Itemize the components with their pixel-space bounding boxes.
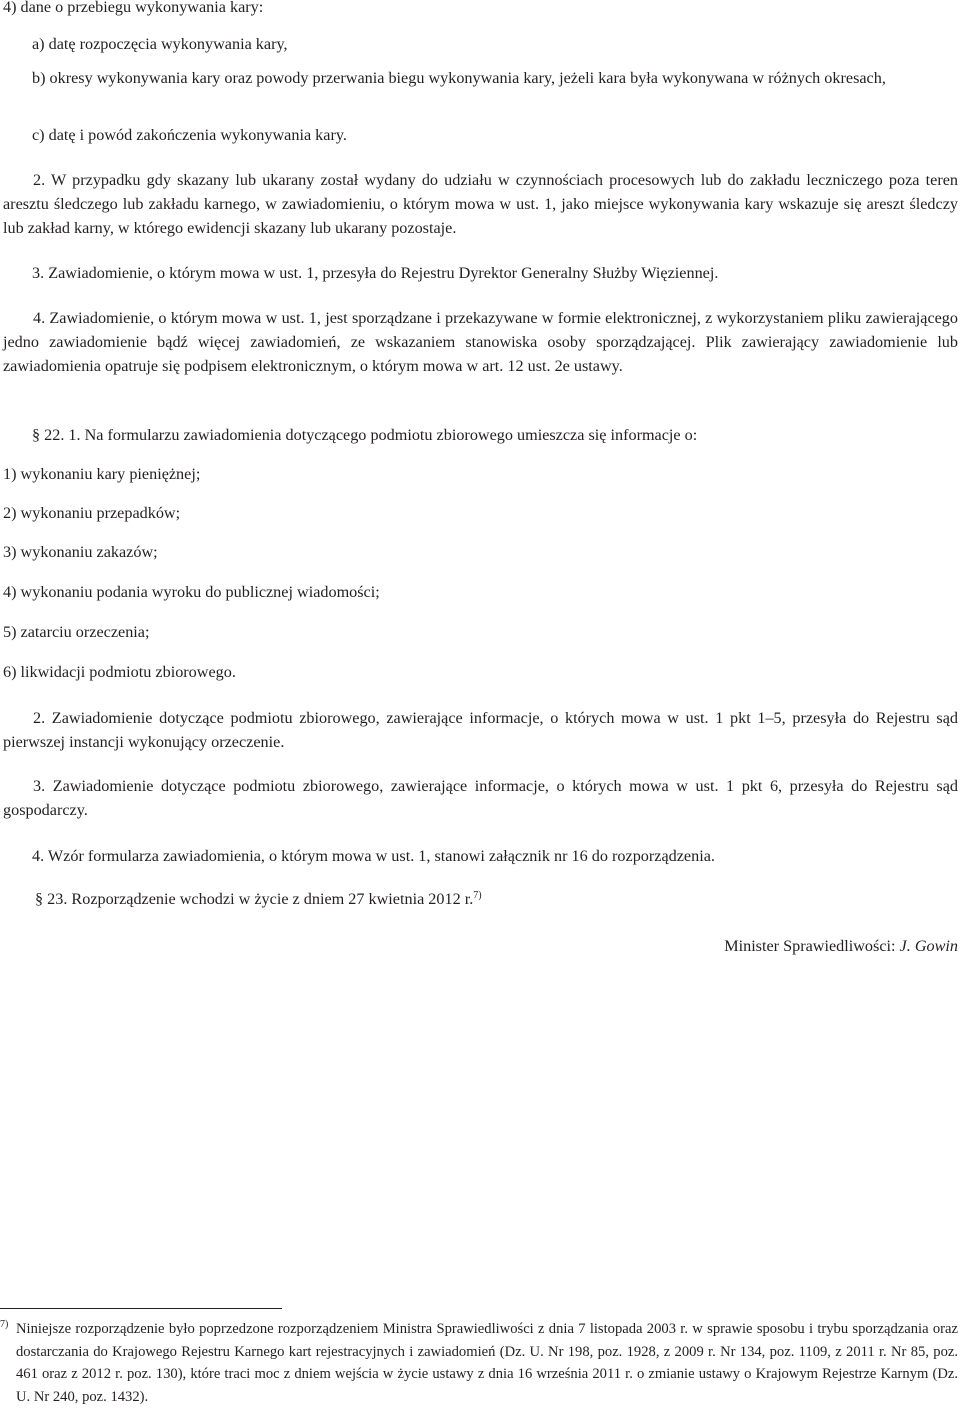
section-22-paragraph-4: 4. Wzór formularza zawiadomienia, o którym mowa w ust. 1, stanowi załącznik nr 16 do rozporządzenia.	[32, 847, 715, 865]
section-23	[35, 887, 958, 911]
item-4c: c) datę i powód zakończenia wykonywania kary.	[32, 126, 347, 144]
signature-name: J. Gowin	[899, 937, 958, 955]
item-4-heading: 4) dane o przebiegu wykonywania kary:	[3, 0, 264, 16]
list-item-5: 5) zatarciu orzeczenia;	[3, 623, 150, 641]
list-item-6: 6) likwidacji podmiotu zbiorowego.	[3, 663, 236, 681]
footnote	[0, 1318, 958, 1408]
item-4a: a) datę rozpoczęcia wykonywania kary,	[32, 35, 288, 53]
item-4b: b) okresy wykonywania kary oraz powody przerwania biegu wykonywania kary, jeżeli kara była wykonywana w różnych okresach,	[32, 69, 886, 87]
signature-role: Minister Sprawiedliwości:	[724, 937, 900, 955]
paragraph-3: 3. Zawiadomienie, o którym mowa w ust. 1, przesyła do Rejestru Dyrektor Generalny Służby Więziennej.	[32, 264, 719, 282]
section-22-paragraph-3: 3. Zawiadomienie dotyczące podmiotu zbiorowego, zawierające informacje, o których mowa w ust. 1 pkt 6, przesyła do Rejestru sąd gospodarczy.	[3, 777, 958, 819]
section-22-paragraph-1: § 22. 1. Na formularzu zawiadomienia dotyczącego podmiotu zbiorowego umieszcza się informacje o:	[32, 426, 698, 444]
paragraph-2: 2. W przypadku gdy skazany lub ukarany został wydany do udziału w czynnościach procesowych lub do zakładu leczniczego poza teren aresztu śledczego lub zakładu karnego, w zawiadomieniu, o którym mowa w ust. 1, jako miejsce wykonywania kary wskazuje się areszt śledczy lub zakład karny, w którego ewidencji skazany lub ukarany pozostaje.	[3, 171, 958, 237]
paragraph-4: 4. Zawiadomienie, o którym mowa w ust. 1, jest sporządzane i przekazywane w formie elektronicznej, z wykorzystaniem pliku zawierającego jedno zawiadomienie bądź więcej zawiadomień, ze wskazaniem stanowiska osoby sporządzającej. Plik zawierający zawiadomienie lub zawiadomienia opatruje się podpisem elektronicznym, o którym mowa w art. 12 ust. 2e ustawy.	[3, 309, 958, 375]
list-item-4: 4) wykonaniu podania wyroku do publicznej wiadomości;	[3, 583, 380, 601]
section-22-paragraph-2: 2. Zawiadomienie dotyczące podmiotu zbiorowego, zawierające informacje, o których mowa w ust. 1 pkt 1–5, przesyła do Rejestru sąd pierwszej instancji wykonujący orzeczenie.	[3, 709, 958, 751]
signature	[3, 934, 958, 958]
section-23-text: § 23. Rozporządzenie wchodzi w życie z dniem 27 kwietnia 2012 r.	[35, 890, 474, 908]
footnote-reference: 7)	[473, 890, 482, 901]
footnote-divider	[0, 1308, 282, 1309]
list-item-2: 2) wykonaniu przepadków;	[3, 504, 181, 522]
list-item-1: 1) wykonaniu kary pieniężnej;	[3, 465, 201, 483]
list-item-3: 3) wykonaniu zakazów;	[3, 543, 158, 561]
footnote-text: Niniejsze rozporządzenie było poprzedzone rozporządzeniem Ministra Sprawiedliwości z dnia 7 listopada 2003 r. w sprawie sposobu i trybu sporządzania oraz dostarczania do Krajowego Rejestru Karnego kart rejestracyjnych i zawiadomień (Dz. U. Nr 198, poz. 1928, z 2009 r. Nr 134, poz. 1109, z 2011 r. Nr 85, poz. 461 oraz z 2012 r. poz. 130), które traci moc z dniem wejścia w życie ustawy z dnia 16 września 2011 r. o zmianie ustawy o Krajowym Rejestrze Karnym (Dz. U. Nr 240, poz. 1432).	[16, 1321, 958, 1405]
footnote-mark: 7)	[0, 1319, 9, 1330]
